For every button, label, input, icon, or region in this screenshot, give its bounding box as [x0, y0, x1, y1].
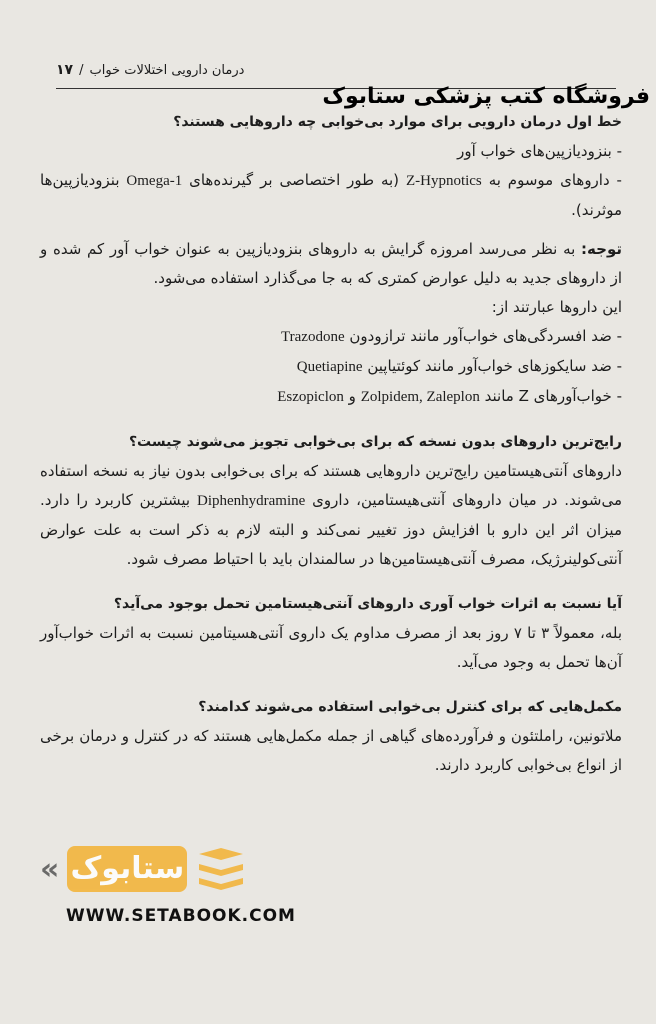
- answer-text: داروهای آنتی‌هیستامین رایج‌ترین داروهایی هستند که برای بی‌خوابی بدون نیاز به نسخه استفاده می‌شوند. در میان داروهای آنتی‌هیستامین، داروی: [40, 462, 622, 509]
- list-item-text: - ضد سایکوزهای خواب‌آور مانند کوئتیاپین: [367, 357, 622, 375]
- page-number: ۱۷: [56, 62, 74, 78]
- list-item: [40, 352, 622, 382]
- question-heading: مکمل‌هایی که برای کنترل بی‌خوابی استفاده می‌شوند کدامند؟: [198, 699, 622, 715]
- answer-paragraph: بله، معمولاً ۳ تا ۷ روز بعد از مصرف مداوم یک داروی آنتی‌هسیتامین نسبت به اثرات خواب‌آور آن‌ها تحمل به وجود می‌آید.: [40, 624, 623, 671]
- drug-name: Eszopiclon: [277, 389, 344, 405]
- list-item-text: (به طور اختصاصی بر گیرنده‌های: [189, 171, 400, 189]
- setabook-logo: [40, 842, 290, 896]
- drug-name: Diphenhydramine: [196, 493, 306, 509]
- answer-text: بیشترین کاربرد را دارد. میزان اثر این دارو با افزایش دوز تغییر نمی‌کند و البته لازم به ذکر است به علت عوارض آنتی‌کولینرژیک، مصرف آنتی‌هیستامین‌ها در سالمندان باید با احتیاط مصرف شود.: [40, 491, 622, 568]
- chapter-title: درمان دارویی اختلالات خواب: [89, 62, 245, 78]
- list-item: - بنزودیازپین‌های خواب آور: [457, 142, 622, 160]
- drug-name: Z-Hypnotics: [405, 173, 482, 189]
- answer-paragraph: ملاتونین، راملتئون و فرآورده‌های گیاهی از جمله مکمل‌هایی هستند که در کنترل و درمان برخی از انواع بی‌خوابی کاربرد دارند.: [40, 727, 622, 774]
- drug-name: Quetiapine: [296, 359, 363, 375]
- drug-name: Zolpidem, Zaleplon: [360, 389, 480, 405]
- arrows-icon: «: [40, 851, 60, 887]
- conjunction: و: [348, 387, 356, 405]
- logo-wordmark: ستابوک: [67, 846, 187, 892]
- answer-paragraph: [40, 457, 622, 574]
- list-item: [40, 382, 622, 412]
- list-item-text: - داروهای موسوم به: [488, 171, 622, 189]
- list-item: [40, 322, 622, 352]
- list-item-text: - ضد افسردگی‌های خواب‌آور مانند ترازودون: [349, 327, 622, 345]
- question-heading: رایج‌ترین داروهای بدون نسخه که برای بی‌خوابی تجویز می‌شوند چیست؟: [128, 434, 622, 450]
- drug-name: Trazodone: [281, 329, 345, 345]
- site-url: WWW.SETABOOK.COM: [66, 906, 296, 926]
- receptor-name: Omega-1: [126, 173, 183, 189]
- question-heading: آیا نسبت به اثرات خواب آوری داروهای آنتی‌هیستامین تحمل بوجود می‌آید؟: [113, 596, 622, 612]
- running-header: [56, 62, 608, 78]
- book-stack-icon: [195, 846, 247, 892]
- list-item-text: بنزودیازپین‌ها موثرند).: [40, 171, 622, 219]
- list-item-text: - خواب‌آورهای Z مانند: [484, 387, 622, 405]
- note-paragraph: [40, 235, 622, 293]
- note-label: توجه:: [581, 240, 622, 258]
- note-list-intro: این داروها عبارتند از:: [491, 298, 622, 316]
- brand-watermark-title: فروشگاه کتب پزشکی ستابوک: [322, 84, 650, 109]
- page-content: [40, 108, 622, 780]
- question-heading: خط اول درمان دارویی برای موارد بی‌خوابی چه داروهایی هستند؟: [173, 114, 622, 130]
- header-separator: /: [79, 62, 84, 78]
- list-item: [40, 166, 622, 225]
- note-text: به نظر می‌رسد امروزه گرایش به داروهای بنزودیازپین به عنوان خواب آور کم شده و از داروهای جدید به دلیل عوارض کمتری که به جا می‌گذارد استفاده می‌شود.: [40, 240, 622, 287]
